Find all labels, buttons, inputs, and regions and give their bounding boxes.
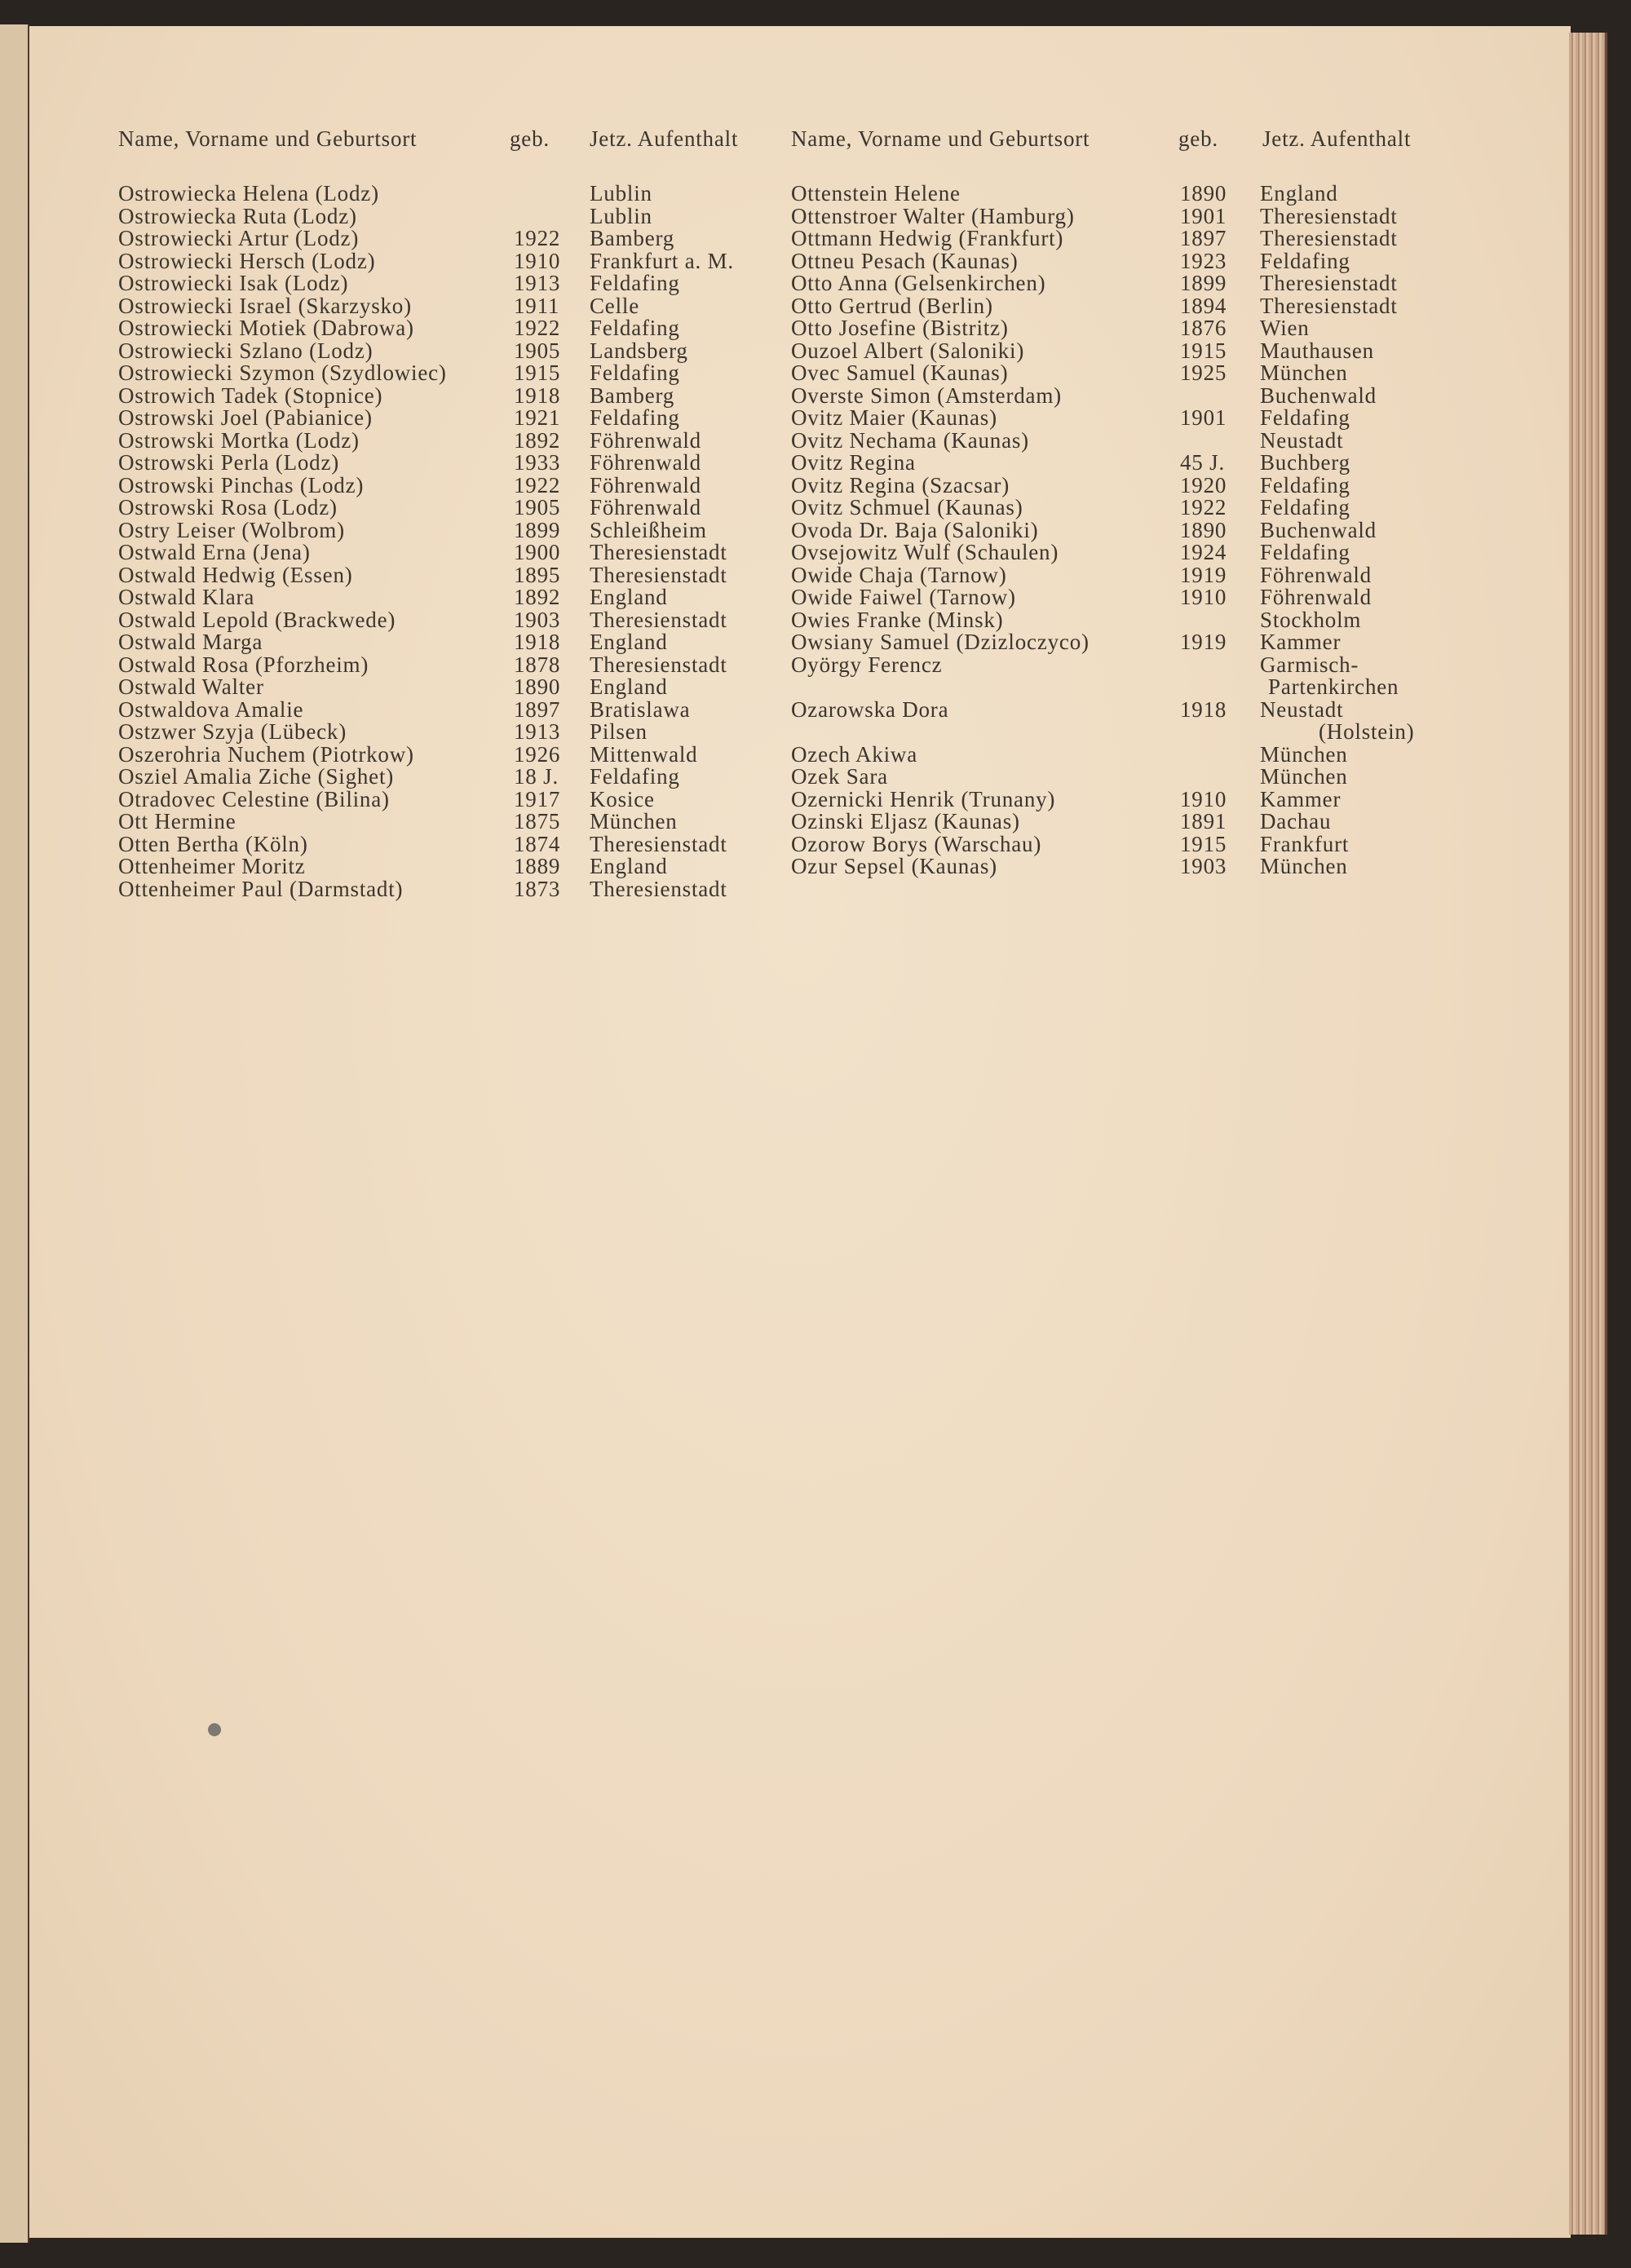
entry-residence: Frankfurt a. M. [590, 248, 734, 273]
entry-residence: Bamberg [590, 382, 675, 408]
entry-name: Ozorow Borys (Warschau) [791, 831, 1042, 856]
entry-residence: England [1260, 181, 1338, 206]
entry-birth-year: 1926 [514, 741, 561, 767]
entry-name: Ozernicki Henrik (Trunany) [791, 786, 1056, 811]
entry-residence: Frankfurt [1260, 831, 1350, 856]
entry-birth-year: 1895 [514, 562, 561, 587]
entry-birth-year: 45 J. [1180, 450, 1226, 475]
entry-name: Ostwald Klara [118, 585, 255, 609]
entry-birth-year: 1901 [1180, 405, 1227, 430]
entry-name: Ostrowski Mortka (Lodz) [118, 427, 360, 453]
entry-residence: München [590, 809, 678, 833]
entry-name: Ottenstroer Walter (Hamburg) [791, 203, 1075, 228]
entry-name: Ostrowich Tadek (Stopnice) [118, 382, 383, 408]
entry-residence: Kammer [1260, 786, 1341, 811]
entry-name: Ostrowski Perla (Lodz) [118, 450, 340, 475]
entry-name: Ottenstein Helene [791, 181, 961, 206]
entry-birth-year: 1878 [514, 652, 561, 677]
entry-name: Ostwald Lepold (Brackwede) [118, 607, 396, 632]
entry-birth-year: 1897 [1180, 226, 1227, 250]
entry-birth-year: 1922 [514, 226, 561, 250]
entry-residence: Theresienstadt [1260, 203, 1398, 228]
entry-birth-year: 1899 [514, 517, 561, 542]
entry-name: Ovoda Dr. Baja (Saloniki) [791, 517, 1039, 542]
entry-birth-year: 1925 [1180, 360, 1227, 385]
entry-birth-year: 1922 [1180, 495, 1227, 519]
entry-name: Otto Anna (Gelsenkirchen) [791, 271, 1046, 295]
entry-residence: Mittenwald [590, 741, 698, 767]
entry-name: Ovitz Schmuel (Kaunas) [791, 495, 1023, 519]
header-place: Jetz. Aufenthalt [590, 126, 739, 151]
entry-residence: Feldafing [590, 405, 680, 430]
entry-birth-year: 1919 [1180, 562, 1227, 587]
entry-name: Ottmann Hedwig (Frankfurt) [791, 226, 1064, 250]
entry-birth-year: 1913 [514, 719, 561, 744]
entry-name: Ottenheimer Moritz [118, 854, 306, 878]
entry-residence: Schleißheim [590, 517, 707, 542]
entry-birth-year: 1919 [1180, 630, 1227, 654]
entry-residence: England [590, 630, 668, 654]
entry-name: Osziel Amalia Ziche (Sighet) [118, 764, 395, 789]
entry-birth-year: 1922 [514, 472, 561, 497]
entry-residence: Buchenwald [1260, 382, 1377, 408]
entry-residence: Mauthausen [1260, 338, 1374, 363]
entry-name: Owies Franke (Minsk) [791, 607, 1004, 632]
entry-residence: Föhrenwald [1260, 585, 1372, 609]
entry-birth-year: 1910 [1180, 585, 1227, 609]
entry-name: Ostrowski Joel (Pabianice) [118, 405, 373, 430]
entry-residence: Feldafing [1260, 495, 1350, 519]
entry-birth-year: 1900 [514, 540, 561, 564]
entry-birth-year: 1875 [514, 809, 561, 833]
entry-name: Overste Simon (Amsterdam) [791, 382, 1062, 408]
entry-residence: Feldafing [590, 271, 680, 295]
paper-spot [208, 1723, 221, 1736]
entry-residence: Pilsen [590, 719, 648, 744]
entry-name: Ovsejowitz Wulf (Schaulen) [791, 540, 1059, 564]
entry-birth-year: 1922 [514, 316, 561, 340]
entry-residence: Partenkirchen [1268, 674, 1399, 699]
entry-name: Ozech Akiwa [791, 741, 917, 767]
entry-name: Ostrowiecki Hersch (Lodz) [118, 248, 376, 273]
entry-birth-year: 1874 [514, 831, 561, 856]
entry-name: Owide Chaja (Tarnow) [791, 562, 1007, 587]
entry-birth-year: 1913 [514, 271, 561, 295]
entry-birth-year: 1894 [1180, 293, 1227, 318]
entry-residence: Theresienstadt [1260, 293, 1398, 318]
header-place: Jetz. Aufenthalt [1262, 126, 1412, 151]
entry-residence: Feldafing [590, 360, 680, 385]
entry-residence: England [590, 585, 668, 609]
entry-residence: Theresienstadt [1260, 271, 1398, 295]
entry-residence: Theresienstadt [590, 652, 727, 677]
entry-name: Ozek Sara [791, 764, 888, 789]
entry-birth-year: 1903 [1180, 854, 1227, 878]
entry-birth-year: 1905 [514, 495, 561, 519]
entry-name: Ozarowska Dora [791, 696, 949, 722]
entry-birth-year: 1911 [514, 293, 560, 318]
entry-residence: Bamberg [590, 226, 675, 250]
entry-name: Ostwald Rosa (Pforzheim) [118, 652, 369, 677]
entry-residence: Feldafing [590, 764, 680, 789]
entry-name: Ostrowiecka Helena (Lodz) [118, 181, 379, 206]
entry-name: Ouzoel Albert (Saloniki) [791, 338, 1025, 363]
entry-birth-year: 1892 [514, 427, 561, 453]
entry-name: Ostwald Walter [118, 674, 264, 699]
entry-birth-year: 1903 [514, 607, 561, 632]
entry-birth-year: 1915 [1180, 338, 1227, 363]
entry-birth-year: 1890 [514, 674, 561, 699]
entry-residence: Dachau [1260, 809, 1332, 833]
entry-name: Otten Bertha (Köln) [118, 831, 308, 856]
entry-birth-year: 1876 [1180, 316, 1227, 340]
entry-name: Ovitz Nechama (Kaunas) [791, 427, 1029, 453]
entry-birth-year: 1915 [514, 360, 561, 385]
entry-name: Owsiany Samuel (Dzizloczyco) [791, 630, 1090, 654]
entry-residence: Föhrenwald [590, 450, 701, 475]
entry-birth-year: 1890 [1180, 517, 1227, 542]
entry-residence: Theresienstadt [590, 831, 727, 856]
entry-name: Ozinski Eljasz (Kaunas) [791, 809, 1020, 833]
entry-residence: Wien [1260, 316, 1310, 340]
entry-residence: Theresienstadt [590, 607, 727, 632]
entry-name: Ostrowiecki Isak (Lodz) [118, 271, 349, 295]
entry-residence: Föhrenwald [1260, 562, 1372, 587]
entry-birth-year: 18 J. [514, 764, 559, 789]
entry-residence: Kosice [590, 786, 655, 811]
entry-name: Ostwald Hedwig (Essen) [118, 562, 353, 587]
entry-birth-year: 1890 [1180, 181, 1227, 206]
entry-name: Ovitz Maier (Kaunas) [791, 405, 997, 430]
entry-name: Ovitz Regina (Szacsar) [791, 472, 1010, 497]
entry-name: Oszerohria Nuchem (Piotrkow) [118, 741, 414, 767]
entry-name: Ostrowski Pinchas (Lodz) [118, 472, 365, 497]
header-name: Name, Vorname und Geburtsort [791, 126, 1090, 151]
entry-residence: München [1260, 360, 1348, 385]
entry-name: Ostrowiecka Ruta (Lodz) [118, 203, 357, 228]
entry-residence: Feldafing [1260, 540, 1350, 564]
entry-name: Ottenheimer Paul (Darmstadt) [118, 876, 404, 901]
entry-residence: (Holstein) [1319, 719, 1415, 744]
entry-residence: Feldafing [1260, 472, 1350, 497]
entry-name: Ostrowiecki Szlano (Lodz) [118, 338, 373, 363]
entry-residence: Bratislawa [590, 696, 691, 722]
entry-birth-year: 1910 [1180, 786, 1227, 811]
entry-residence: Garmisch- [1260, 652, 1359, 677]
entry-birth-year: 1891 [1180, 809, 1227, 833]
entry-name: Ostrowiecki Motiek (Dabrowa) [118, 316, 414, 340]
entry-birth-year: 1910 [514, 248, 561, 273]
entry-birth-year: 1905 [514, 338, 561, 363]
entry-name: Ostwaldova Amalie [118, 696, 304, 722]
entry-birth-year: 1918 [514, 382, 561, 408]
entry-residence: England [590, 674, 668, 699]
entry-name: Ottneu Pesach (Kaunas) [791, 248, 1019, 273]
entry-birth-year: 1923 [1180, 248, 1227, 273]
entry-birth-year: 1897 [514, 696, 561, 722]
entry-name: Ostrowiecki Artur (Lodz) [118, 226, 360, 250]
entry-birth-year: 1918 [1180, 696, 1227, 722]
entry-name: Otradovec Celestine (Bilina) [118, 786, 390, 811]
entry-residence: München [1260, 854, 1348, 878]
entry-name: Otto Josefine (Bistritz) [791, 316, 1009, 340]
header-geb: geb. [1178, 126, 1218, 151]
header-geb: geb. [510, 126, 550, 151]
entry-birth-year: 1901 [1180, 203, 1227, 228]
entry-birth-year: 1917 [514, 786, 561, 811]
entry-name: Ostzwer Szyja (Lübeck) [118, 719, 347, 744]
entry-name: Ostry Leiser (Wolbrom) [118, 517, 345, 542]
entry-name: Ovitz Regina [791, 450, 916, 475]
entry-residence: Föhrenwald [590, 495, 701, 519]
entry-residence: Theresienstadt [590, 876, 727, 901]
header-name: Name, Vorname und Geburtsort [118, 126, 418, 151]
entry-residence: Theresienstadt [1260, 226, 1398, 250]
entry-residence: Landsberg [590, 338, 688, 363]
entry-residence: Feldafing [1260, 405, 1350, 430]
entry-name: Ostwald Marga [118, 630, 263, 654]
entry-name: Owide Faiwel (Tarnow) [791, 585, 1016, 609]
entry-residence: Theresienstadt [590, 562, 727, 587]
entry-name: Ozur Sepsel (Kaunas) [791, 854, 997, 878]
entry-residence: Neustadt [1260, 696, 1344, 722]
entry-residence: Lublin [590, 203, 652, 228]
entry-birth-year: 1899 [1180, 271, 1227, 295]
entry-residence: Kammer [1260, 630, 1341, 654]
entry-name: Ostrowiecki Szymon (Szydlowiec) [118, 360, 447, 385]
entry-residence: Feldafing [590, 316, 680, 340]
entry-name: Ostrowski Rosa (Lodz) [118, 495, 338, 519]
entry-birth-year: 1873 [514, 876, 561, 901]
entry-residence: Neustadt [1260, 427, 1344, 453]
entry-name: Ostrowiecki Israel (Skarzysko) [118, 293, 412, 318]
entry-name: Oyörgy Ferencz [791, 652, 943, 677]
entry-birth-year: 1921 [514, 405, 561, 430]
entry-name: Ott Hermine [118, 809, 236, 833]
entry-residence: München [1260, 741, 1348, 767]
entry-name: Ostwald Erna (Jena) [118, 540, 311, 564]
entry-residence: Stockholm [1260, 607, 1362, 632]
entry-residence: Föhrenwald [590, 472, 701, 497]
entry-birth-year: 1889 [514, 854, 561, 878]
entry-birth-year: 1933 [514, 450, 561, 475]
entry-name: Otto Gertrud (Berlin) [791, 293, 993, 318]
entry-residence: München [1260, 764, 1348, 789]
entry-birth-year: 1915 [1180, 831, 1227, 856]
entry-birth-year: 1892 [514, 585, 561, 609]
entry-residence: Celle [590, 293, 639, 318]
entry-residence: Feldafing [1260, 248, 1350, 273]
entry-residence: Lublin [590, 181, 652, 206]
entry-birth-year: 1918 [514, 630, 561, 654]
entry-residence: Theresienstadt [590, 540, 727, 564]
entry-name: Ovec Samuel (Kaunas) [791, 360, 1009, 385]
page-stack-edges [1569, 33, 1607, 2235]
entry-residence: England [590, 854, 668, 878]
entry-residence: Föhrenwald [590, 427, 701, 453]
entry-birth-year: 1920 [1180, 472, 1227, 497]
entry-birth-year: 1924 [1180, 540, 1227, 564]
previous-page-edge [0, 24, 29, 2243]
entry-residence: Buchenwald [1260, 517, 1377, 542]
entry-residence: Buchberg [1260, 450, 1350, 475]
